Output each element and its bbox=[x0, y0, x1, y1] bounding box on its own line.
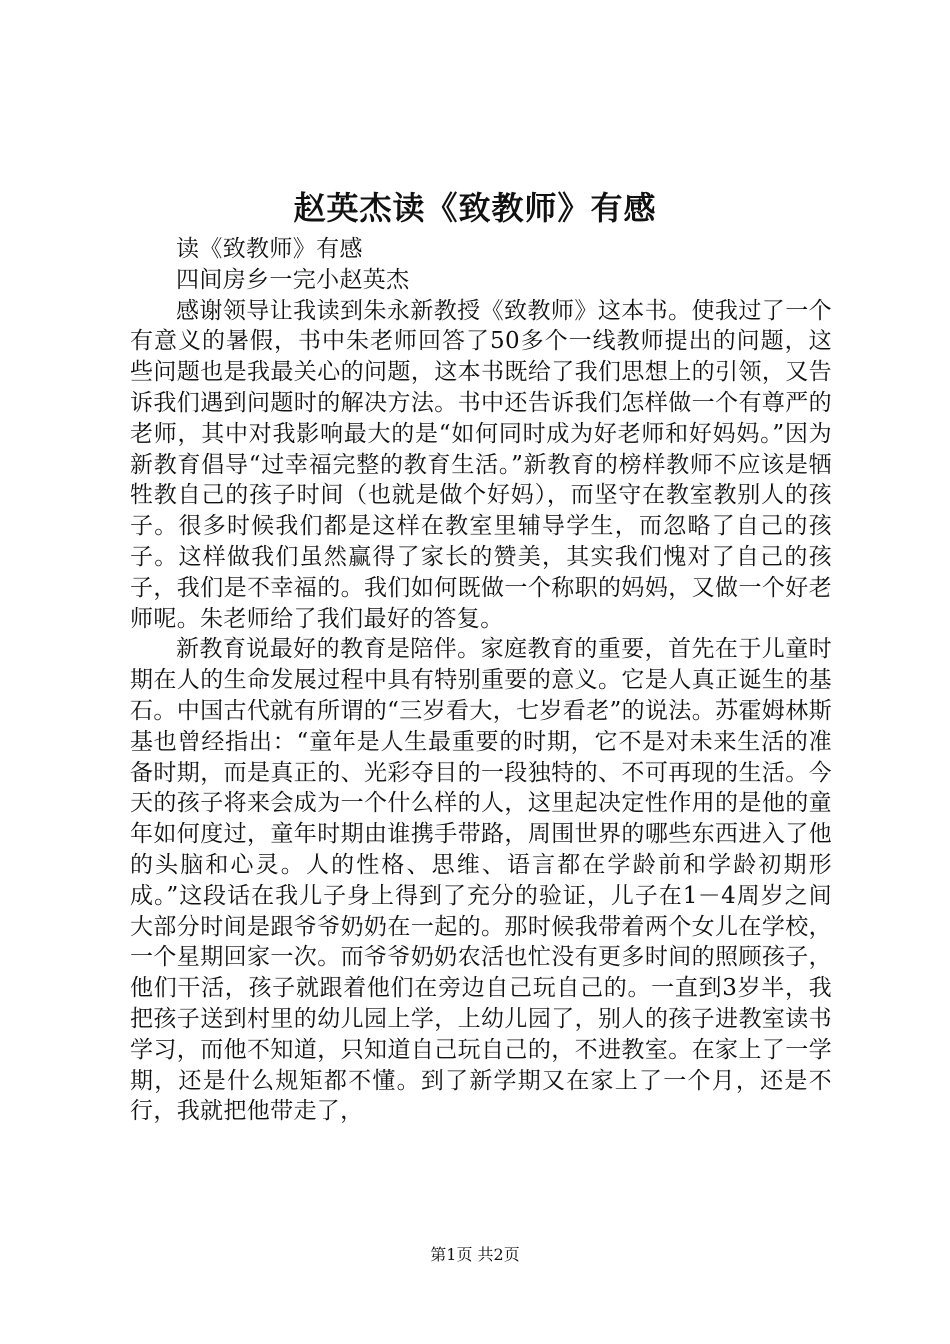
page-footer: 第1页 共2页 bbox=[430, 1245, 520, 1264]
document-title: 赵英杰读《致教师》有感 bbox=[293, 189, 657, 227]
paragraph-1: 感谢领导让我读到朱永新教授《致教师》这本书。使我过了一个有意义的暑假，书中朱老师回答了50多个一线教师提出的问题，这些问题也是我最关心的问题，这本书既给了我们思想上的引领，又告诉我们遇到问题时的解决方法。书中还告诉我们怎样做一个有尊严的老师，其中对我影响最大的是“如何同时成为好老师和好妈妈。”因为新教育倡导“过幸福完整的教育生活。”新教育的榜样教师不应该是牺牲教自己的孩子时间（也就是做个好妈），而坚守在教室教别人的孩子。很多时候我们都是这样在教室里辅导学生，而忽略了自己的孩子。这样做我们虽然赢得了家长的赞美，其实我们愧对了自己的孩子，我们是不幸福的。我们如何既做一个称职的妈妈，又做一个好老师呢。朱老师给了我们最好的答复。 bbox=[130, 297, 832, 632]
subtitle-line: 读《致教师》有感 bbox=[176, 236, 363, 262]
document-body bbox=[130, 234, 832, 1127]
author-line: 四间房乡一完小赵英杰 bbox=[176, 266, 410, 293]
paragraph-2: 新教育说最好的教育是陪伴。家庭教育的重要，首先在于儿童时期在人的生命发展过程中具有特别重要的意义。它是人真正诞生的基石。中国古代就有所谓的“三岁看大，七岁看老”的说法。苏霍姆林斯基也曾经指出：“童年是人生最重要的时期，它不是对未来生活的准备时期，而是真正的、光彩夺目的一段独特的、不可再现的生活。今天的孩子将来会成为一个什么样的人，这里起决定性作用的是他的童年如何度过，童年时期由谁携手带路，周围世界的哪些东西进入了他的头脑和心灵。人的性格、思维、语言都在学龄前和学龄初期形成。”这段话在我儿子身上得到了充分的验证，儿子在1－4周岁之间大部分时间是跟爷爷奶奶在一起的。那时候我带着两个女儿在学校，一个星期回家一次。而爷爷奶奶农活也忙没有更多时间的照顾孩子，他们干活，孩子就跟着他们在旁边自己玩自己的。一直到3岁半，我把孩子送到村里的幼儿园上学，上幼儿园了，别人的孩子进教室读书学习，而他不知道，只知道自己玩自己的，不进教室。在家上了一学期，还是什么规矩都不懂。到了新学期又在家上了一个月，还是不行，我就把他带走了， bbox=[130, 636, 832, 1125]
